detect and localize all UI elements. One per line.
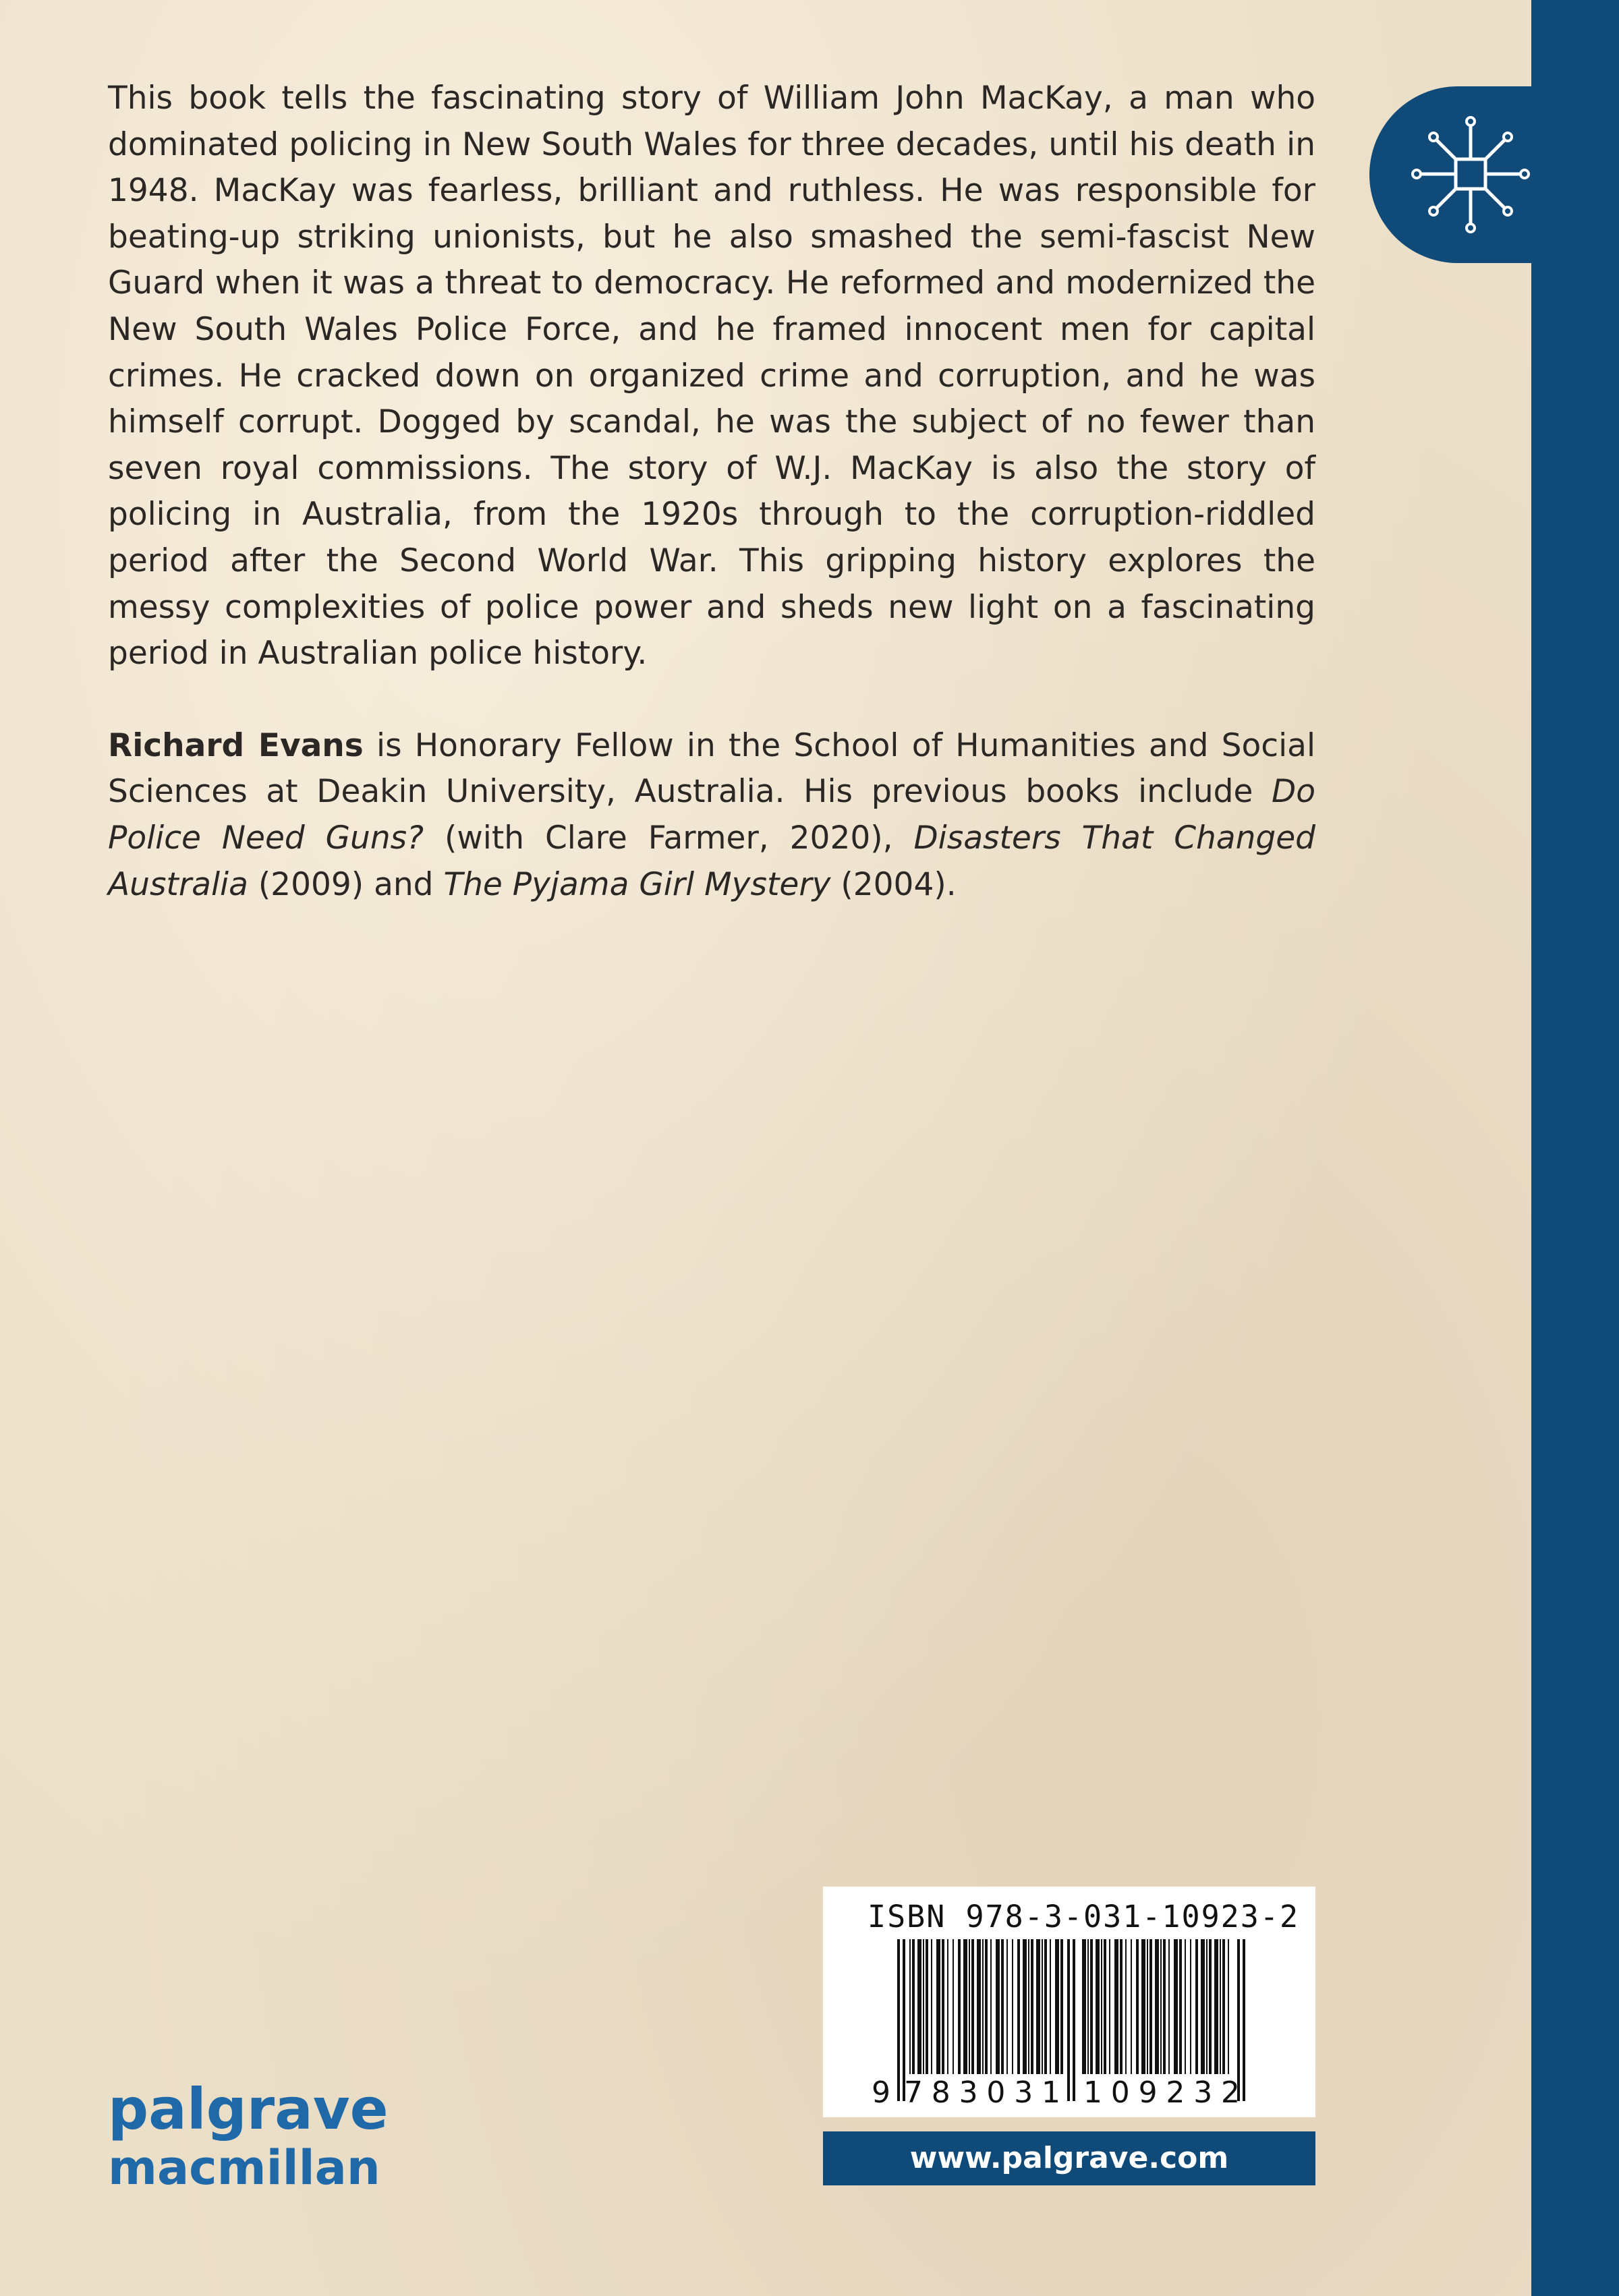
blurb-paragraph: This book tells the fascinating story of William John MacKay, a man who dominated policing in New South Wales for three decades, until his death in 1948. MacKay was fearless, brilliant and ruthless. He was responsible for beating-up striking unionists, but he also smashed the semi-fascist New Guard when it was a threat to democracy. He reformed and modernized the New South Wales Police Force, and he framed innocent men for capital crimes. He cracked down on organized crime and corruption, and he was himself corrupt. Dogged by scandal, he was the subject of no fewer than seven royal commissions. The story of W.J. MacKay is also the story of policing in Australia, from the 1920s through to the corruption-riddled period after the Second World War. This gripping history explores the messy complexities of police power and sheds new light on a fascinating period in Australian police history. [108, 80, 1315, 672]
isbn-label: ISBN 978-3-031-10923-2 [868, 1899, 1300, 1934]
book-title-1: Do Police Need Guns? [108, 773, 1315, 857]
author-name: Richard Evans [108, 726, 364, 764]
barcode-bar [1055, 1939, 1059, 2074]
barcode-bar [990, 1939, 992, 2074]
barcode-bar [1209, 1939, 1212, 2074]
barcode-bar [1060, 1939, 1063, 2074]
barcode-bar [1104, 1939, 1106, 2074]
barcode-bar [1036, 1939, 1040, 2074]
barcode-digit-first: 9 [872, 2075, 890, 2110]
barcode-bar [1031, 1939, 1033, 2074]
barcode-bar [912, 1939, 915, 2074]
barcode-bar [926, 1939, 928, 2074]
barcode-bar [917, 1939, 921, 2074]
barcode-bar [1090, 1939, 1093, 2074]
barcode-bar [963, 1939, 967, 2074]
barcode-graphic [823, 1887, 1315, 2117]
barcode-bar [1174, 1939, 1178, 2074]
barcode-bar [1206, 1939, 1208, 2074]
barcode-bar [1006, 1939, 1008, 2074]
barcode-bar [931, 1939, 932, 2074]
publisher-logo-line2: macmillan [108, 2140, 380, 2195]
bio-text-2: (with Clare Farmer, 2020), [424, 819, 914, 857]
barcode-bar [1114, 1939, 1118, 2074]
barcode-bar [1163, 1939, 1166, 2074]
barcode-bar [1012, 1939, 1013, 2074]
back-cover-text [108, 76, 1315, 908]
barcode-bar [1179, 1939, 1182, 2074]
book-title-2: Disasters That Changed Australia [108, 819, 1315, 903]
barcode-bar [1160, 1939, 1162, 2074]
author-bio [108, 723, 1315, 908]
barcode-bar [1155, 1939, 1159, 2074]
barcode-bar [1141, 1939, 1145, 2074]
barcode-bar [1149, 1939, 1152, 2074]
barcode-guard-bar [1067, 1939, 1070, 2101]
barcode-bar [1044, 1939, 1047, 2074]
barcode-bar [1136, 1939, 1139, 2074]
barcode-bar [953, 1939, 954, 2074]
barcode-bar [1220, 1939, 1221, 2074]
barcode-bar [1195, 1939, 1198, 2074]
barcode-digits-left: 783031 [904, 2075, 1060, 2110]
barcode-guard-bar [1243, 1939, 1245, 2101]
barcode-box [823, 1887, 1315, 2117]
palgrave-network-icon [1396, 97, 1545, 252]
barcode-bar [1147, 1939, 1148, 2074]
publisher-logo [108, 2077, 389, 2195]
barcode-bar [969, 1939, 970, 2074]
barcode-bar [909, 1939, 911, 2074]
barcode-bar [1120, 1939, 1123, 2074]
barcode-bar [985, 1939, 988, 2074]
barcode-bar [1028, 1939, 1029, 2074]
barcode-bar [1201, 1939, 1205, 2074]
barcode-bar [1050, 1939, 1051, 2074]
barcode-guard-bar [1073, 1939, 1075, 2101]
barcode-bar [1125, 1939, 1127, 2074]
publisher-logo-line1: palgrave [108, 2076, 389, 2142]
book-title-3: The Pyjama Girl Mystery [443, 865, 831, 903]
barcode-bar [1109, 1939, 1110, 2074]
barcode-guard-bar [897, 1939, 900, 2101]
barcode-bar [942, 1939, 944, 2074]
barcode-bar [936, 1939, 940, 2074]
publisher-url: www.palgrave.com [823, 2131, 1315, 2185]
barcode-digits-right: 109232 [1083, 2075, 1240, 2110]
spine-logo-tab [1369, 86, 1572, 263]
barcode-bar [1214, 1939, 1218, 2074]
barcode-bar [982, 1939, 984, 2074]
barcode-bar [1082, 1939, 1086, 2074]
barcode-bar [1042, 1939, 1043, 2074]
bio-text-1: is Honorary Fellow in the School of Humanities and Social Sciences at Deakin University, Australia. His previous books include [108, 726, 1316, 811]
barcode-bar [1190, 1939, 1191, 2074]
barcode-bar [1023, 1939, 1027, 2074]
barcode-bar [996, 1939, 1000, 2074]
barcode-bar [977, 1939, 981, 2074]
barcode-bar [958, 1939, 961, 2074]
barcode-bar [1168, 1939, 1170, 2074]
barcode-bar [1131, 1939, 1132, 2074]
barcode-bar [947, 1939, 948, 2074]
bio-text-3: (2009) and [248, 865, 444, 903]
barcode-bar [1185, 1939, 1186, 2074]
barcode-bar [1017, 1939, 1020, 2074]
spine-bar [1531, 0, 1619, 2296]
barcode-bar [1096, 1939, 1100, 2074]
barcode-bar [923, 1939, 924, 2074]
barcode-bar [1101, 1939, 1102, 2074]
barcode-bar [1001, 1939, 1004, 2074]
bio-text-4: (2004). [830, 865, 957, 903]
barcode-bar [1087, 1939, 1089, 2074]
barcode-bar [971, 1939, 974, 2074]
barcode-bar [1228, 1939, 1229, 2074]
barcode-bar [1222, 1939, 1225, 2074]
